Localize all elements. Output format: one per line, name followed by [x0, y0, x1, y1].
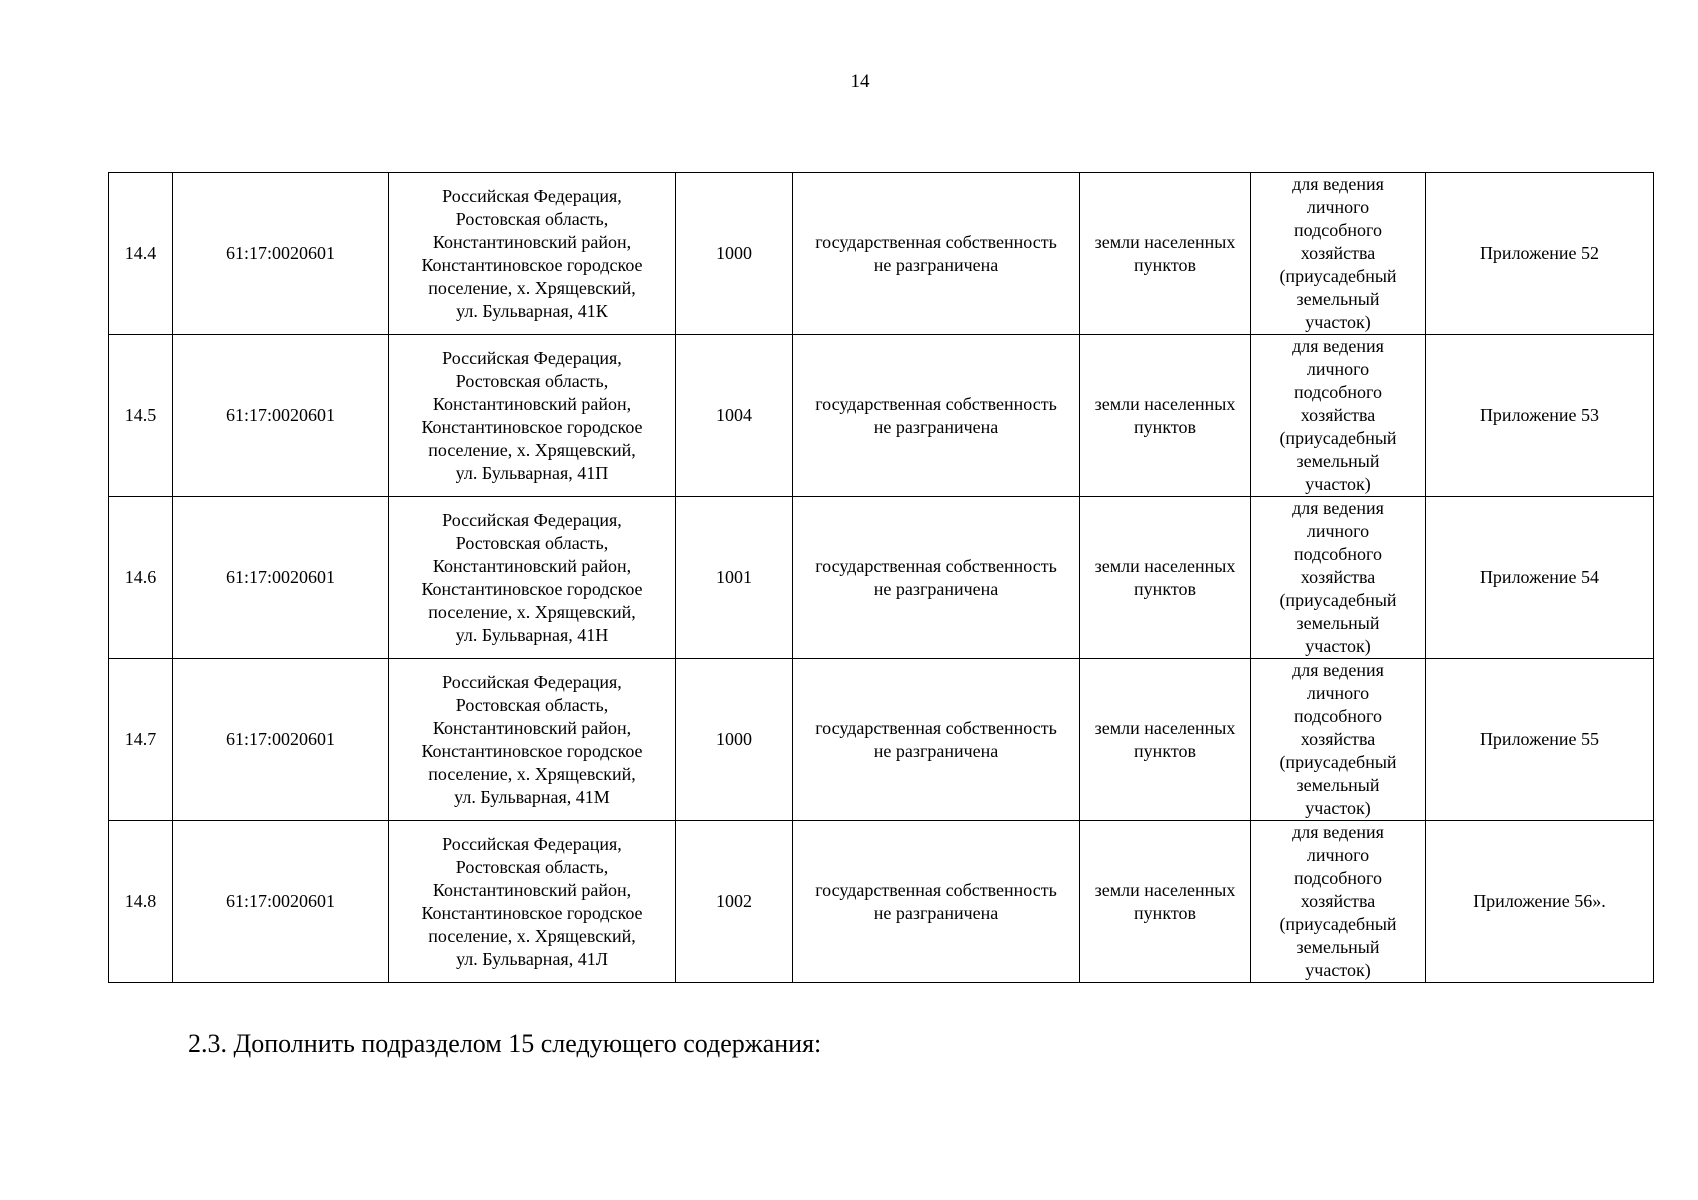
row-number: 14.5 [109, 335, 173, 497]
land-category: земли населенных пунктов [1080, 821, 1251, 983]
appendix: Приложение 55 [1426, 659, 1654, 821]
ownership: государственная собственность не разграничена [793, 335, 1080, 497]
cadastral-number: 61:17:0020601 [173, 335, 389, 497]
table-row [109, 821, 1654, 983]
appendix: Приложение 56». [1426, 821, 1654, 983]
row-number: 14.6 [109, 497, 173, 659]
permitted-use: для ведения личного подсобного хозяйства (приусадебный земельный участок) [1251, 821, 1426, 983]
row-number: 14.7 [109, 659, 173, 821]
permitted-use: для ведения личного подсобного хозяйства (приусадебный земельный участок) [1251, 659, 1426, 821]
page-number: 14 [850, 71, 870, 92]
address: Российская Федерация, Ростовская область, Константиновский район, Константиновское городское поселение, х. Хрящевский, ул. Бульварная, 41Л [389, 821, 676, 983]
appendix: Приложение 52 [1426, 173, 1654, 335]
permitted-use: для ведения личного подсобного хозяйства (приусадебный земельный участок) [1251, 497, 1426, 659]
land-category: земли населенных пунктов [1080, 173, 1251, 335]
permitted-use: для ведения личного подсобного хозяйства (приусадебный земельный участок) [1251, 173, 1426, 335]
address: Российская Федерация, Ростовская область, Константиновский район, Константиновское городское поселение, х. Хрящевский, ул. Бульварная, 41М [389, 659, 676, 821]
land-category: земли населенных пунктов [1080, 497, 1251, 659]
ownership: государственная собственность не разграничена [793, 659, 1080, 821]
area: 1000 [676, 173, 793, 335]
ownership: государственная собственность не разграничена [793, 173, 1080, 335]
area: 1001 [676, 497, 793, 659]
row-number: 14.8 [109, 821, 173, 983]
appendix: Приложение 53 [1426, 335, 1654, 497]
table-row [109, 659, 1654, 821]
cadastral-number: 61:17:0020601 [173, 821, 389, 983]
land-plots-table [108, 172, 1654, 983]
cadastral-number: 61:17:0020601 [173, 497, 389, 659]
land-category: земли населенных пунктов [1080, 659, 1251, 821]
area: 1000 [676, 659, 793, 821]
area: 1004 [676, 335, 793, 497]
address: Российская Федерация, Ростовская область, Константиновский район, Константиновское городское поселение, х. Хрящевский, ул. Бульварная, 41П [389, 335, 676, 497]
ownership: государственная собственность не разграничена [793, 821, 1080, 983]
table-row [109, 497, 1654, 659]
amendment-paragraph: 2.3. Дополнить подразделом 15 следующего содержания: [188, 1029, 822, 1058]
cadastral-number: 61:17:0020601 [173, 659, 389, 821]
appendix: Приложение 54 [1426, 497, 1654, 659]
table-row [109, 335, 1654, 497]
permitted-use: для ведения личного подсобного хозяйства (приусадебный земельный участок) [1251, 335, 1426, 497]
cadastral-number: 61:17:0020601 [173, 173, 389, 335]
ownership: государственная собственность не разграничена [793, 497, 1080, 659]
row-number: 14.4 [109, 173, 173, 335]
land-category: земли населенных пунктов [1080, 335, 1251, 497]
address: Российская Федерация, Ростовская область, Константиновский район, Константиновское городское поселение, х. Хрящевский, ул. Бульварная, 41К [389, 173, 676, 335]
table-row [109, 173, 1654, 335]
address: Российская Федерация, Ростовская область, Константиновский район, Константиновское городское поселение, х. Хрящевский, ул. Бульварная, 41Н [389, 497, 676, 659]
area: 1002 [676, 821, 793, 983]
